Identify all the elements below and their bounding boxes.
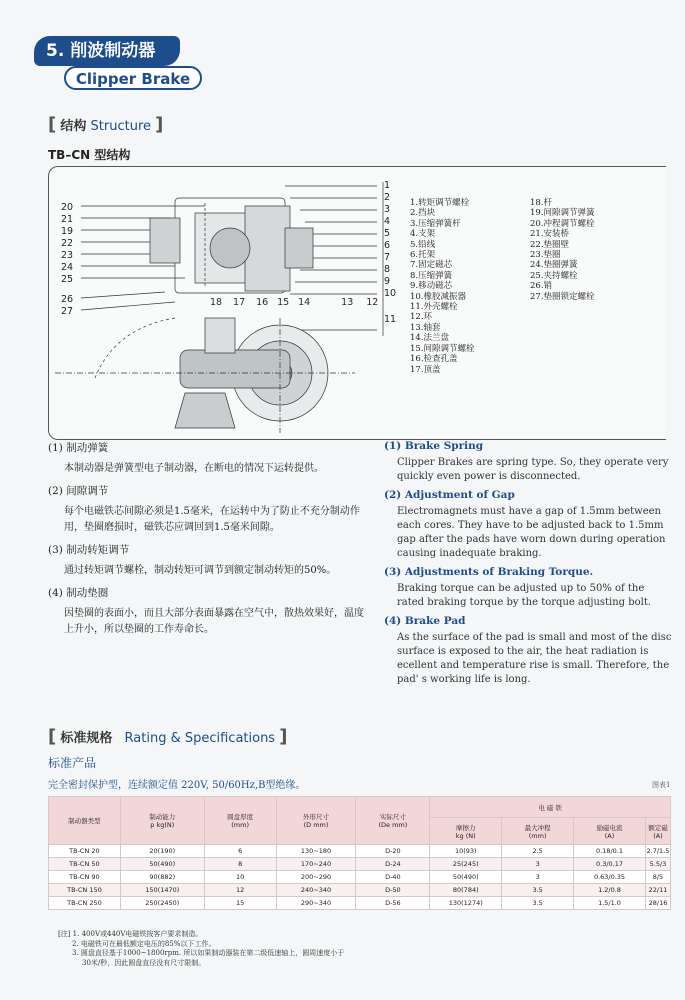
cn-section-body: 本制动器是弹簧型电子制动器，在断电的情况下运转提供。 [64, 463, 324, 474]
en-section-title: (2) Adjustment of Gap [384, 489, 515, 501]
table-cell: 0.3/0.17 [574, 858, 646, 871]
part-item: 12.环 [410, 312, 433, 323]
part-item: 10.橡胶减振器 [410, 291, 467, 302]
part-item: 9.移动磁芯 [410, 281, 453, 292]
structure-heading: [ 结构 Structure ] [48, 114, 164, 135]
table-cell: 130(1274) [430, 897, 502, 910]
structure-heading-en: Structure [90, 119, 152, 134]
cn-description [48, 440, 368, 638]
table-cell: 150(1470) [120, 884, 204, 897]
ratings-description: 完全密封保护型，连续额定值 220V, 50/60Hz,B型绝缘。 [48, 780, 306, 791]
structure-heading-cn: 结构 [60, 119, 87, 134]
right-callouts [384, 180, 396, 326]
table-cell: 10 [204, 871, 276, 884]
header-type: 制动器类型 [49, 797, 121, 845]
parts-list-col1 [410, 198, 525, 375]
header-electromagnet: 电 磁 铁 [430, 797, 671, 818]
callout-label: 21 [61, 214, 74, 225]
part-item: 22.垫圈壁 [530, 239, 570, 250]
en-section-body: Clipper Brakes are spring type. So, they operate very quickly even power is disconnected. [397, 457, 669, 482]
table-cell: 15 [204, 897, 276, 910]
table-cell: 3 [502, 871, 574, 884]
table-row [49, 871, 671, 884]
part-item: 7.固定磁芯 [410, 260, 453, 271]
standard-products-title: 标准产品 [48, 756, 97, 770]
callout-label: 17 [233, 297, 246, 308]
cn-section-body: 每个电磁铁芯间隙必须是1.5毫米，在运转中为了防止不充分制动作用，垫圈磨损时，磁铁芯应调回到1.5毫米间隙。 [64, 506, 360, 533]
en-section-title: (1) Brake Spring [384, 440, 484, 452]
table-cell: D-20 [356, 845, 430, 858]
callout-label: 10 [384, 288, 397, 299]
header-capacity: 制动能力 p kg(N) [120, 797, 204, 845]
table-cell: 50(490) [120, 858, 204, 871]
part-item: 1.转矩调节螺栓 [410, 198, 470, 208]
table-row [49, 884, 671, 897]
table-cell: D-24 [356, 858, 430, 871]
en-section-body: As the surface of the pad is small and most of the disc surface is exposed to the air, the heat radiation is ecellent and temperature rise is small. Therefore, the pad' s working life is long. [397, 632, 672, 685]
table-row [49, 897, 671, 910]
en-section-title: (4) Brake Pad [384, 615, 466, 627]
table-cell: 1.2/0.8 [574, 884, 646, 897]
spec-table [48, 796, 671, 910]
callout-label: 25 [61, 274, 74, 285]
en-section-body: Electromagnets must have a gap of 1.5mm between each cores. They have to be adjusted back to 1.5mm gap after the pads have worn down during operation causing inadequate braking. [397, 506, 666, 559]
section-number-title: 5. 削波制动器 [34, 36, 180, 66]
part-item: 20.冲程调节螺栓 [530, 218, 595, 229]
part-item: 16.检查孔盖 [410, 354, 458, 365]
header-outer-size: 外形尺寸 (D mm) [276, 797, 356, 845]
header-friction: 摩擦力 kg (N) [430, 818, 502, 845]
table-cell: TB-CN 90 [49, 871, 121, 884]
en-section-body: Braking torque can be adjusted up to 50% of the rated braking torque by the torque adjusting bolt. [397, 583, 652, 608]
cn-section-title: (1) 制动弹簧 [48, 442, 109, 454]
table-cell: 2.7/1.5 [645, 845, 670, 858]
callout-label: 11 [384, 314, 397, 325]
callout-label: 9 [384, 276, 391, 287]
callout-label: 18 [210, 297, 223, 308]
table-cell: 5.5/3 [645, 858, 670, 871]
table-cell: TB-CN 150 [49, 884, 121, 897]
cn-section-body: 因垫圈的表面小，而且大部分表面暴露在空气中，散热效果好，温度上升小，所以垫圈的工作寿命长。 [64, 608, 364, 635]
part-item: 14.法兰盘 [410, 333, 450, 344]
callout-label: 14 [298, 297, 311, 308]
callout-label: 13 [341, 297, 354, 308]
part-item: 21.安装桥 [530, 229, 570, 240]
part-item: 11.外壳螺栓 [410, 302, 458, 313]
table-cell: 8/5 [645, 871, 670, 884]
en-section-title: (3) Adjustments of Braking Torque. [384, 566, 594, 578]
callout-label: 8 [384, 264, 391, 275]
callout-label: 6 [384, 240, 391, 251]
table-reference: 图表1 [652, 781, 671, 789]
header-disc-thickness: 圆盘厚度 (mm) [204, 797, 276, 845]
table-cell: 90(882) [120, 871, 204, 884]
table-cell: 22/11 [645, 884, 670, 897]
header-excitation-current: 励磁电流 (A) [574, 818, 646, 845]
part-item: 23.垫圈 [530, 250, 561, 261]
part-item: 24.垫圈弹簧 [530, 260, 578, 271]
table-cell: 6 [204, 845, 276, 858]
callout-label: 3 [384, 204, 391, 215]
table-cell: 170~240 [276, 858, 356, 871]
callout-label: 4 [384, 216, 391, 227]
callout-label: 24 [61, 262, 74, 273]
parts-list-col2 [530, 198, 655, 302]
callout-label: 16 [256, 297, 269, 308]
part-item: 6.托架 [410, 250, 436, 261]
table-row [49, 845, 671, 858]
callout-label: 1 [384, 180, 391, 191]
table-cell: 0.18/0.1 [574, 845, 646, 858]
cn-section-title: (4) 制动垫圈 [48, 587, 109, 599]
part-item: 26.销 [530, 281, 553, 292]
part-item: 3.压缩弹簧杆 [410, 218, 461, 229]
left-callouts [61, 202, 73, 318]
note-line: [注] 1. 400V或440V电磁铁按客户要求制造。 [58, 930, 203, 938]
callout-label: 7 [384, 252, 391, 263]
table-cell: 2.5 [502, 845, 574, 858]
part-item: 2.挡块 [410, 208, 436, 219]
part-item: 8.压缩弹簧 [410, 270, 453, 281]
part-item: 5.铅线 [410, 239, 436, 250]
table-cell: 8 [204, 858, 276, 871]
en-description [384, 440, 672, 687]
table-cell: 12 [204, 884, 276, 897]
table-cell: D-56 [356, 897, 430, 910]
table-cell: TB-CN 50 [49, 858, 121, 871]
table-row [49, 858, 671, 871]
ratings-heading-cn: 标准规格 [60, 731, 113, 746]
table-cell: 130~180 [276, 845, 356, 858]
table-cell: 10(93) [430, 845, 502, 858]
table-cell: 3 [502, 858, 574, 871]
table-cell: TB-CN 250 [49, 897, 121, 910]
callout-label: 5 [384, 228, 391, 239]
callout-label: 20 [61, 202, 74, 213]
callout-label: 19 [61, 226, 74, 237]
table-cell: 28/16 [645, 897, 670, 910]
part-item: 17.顶盖 [410, 364, 441, 375]
header-rated-magnet: 额定磁 (A) [645, 818, 670, 845]
note-line: 2. 电磁铁可在最低额定电压的85%以下工作。 [72, 939, 216, 948]
table-cell: 20(190) [120, 845, 204, 858]
callout-label: 12 [366, 297, 379, 308]
structure-subheading: TB–CN 型结构 [48, 148, 131, 162]
header-max-stroke: 最大冲程 (mm) [502, 818, 574, 845]
part-item: 4.支架 [410, 229, 436, 240]
callout-label: 2 [384, 192, 391, 203]
table-cell: 3.5 [502, 884, 574, 897]
table-cell: 290~340 [276, 897, 356, 910]
part-item: 25.夹持螺栓 [530, 270, 578, 281]
table-cell: TB-CN 20 [49, 845, 121, 858]
table-cell: 0.63/0.35 [574, 871, 646, 884]
table-cell: 25(245) [430, 858, 502, 871]
part-item: 27.垫圈锁定螺栓 [530, 291, 595, 302]
table-cell: 3.5 [502, 897, 574, 910]
table-cell: 80(784) [430, 884, 502, 897]
cn-section-title: (2) 间隙调节 [48, 485, 109, 497]
bottom-callouts [210, 297, 384, 308]
table-cell: 250(2450) [120, 897, 204, 910]
ratings-heading: [ 标准规格 Rating & Specifications ] [48, 726, 288, 747]
table-cell: 50(490) [430, 871, 502, 884]
callout-label: 23 [61, 250, 74, 261]
table-cell: 240~340 [276, 884, 356, 897]
table-cell: 1.5/1.0 [574, 897, 646, 910]
part-item: 13.轴套 [410, 322, 441, 333]
callout-label: 15 [277, 297, 290, 308]
part-item: 18.杆 [530, 198, 553, 208]
part-item: 15.间隙调节螺栓 [410, 343, 475, 354]
cn-section-body: 通过转矩调节螺栓，制动转矩可调节到额定制动转矩的50%。 [64, 565, 337, 576]
table-cell: D-50 [356, 884, 430, 897]
ratings-heading-en: Rating & Specifications [124, 731, 276, 746]
note-line: 30米/秒，因此圆盘直径没有尺寸限制。 [82, 958, 206, 967]
note-line: 3. 圆盘直径基于1000~1800rpm. 所以如果制动器装在第二级低速轴上，圆周速度小于 [72, 949, 345, 957]
callout-label: 26 [61, 294, 74, 305]
table-notes [58, 930, 578, 968]
section-english-title: Clipper Brake [64, 66, 202, 90]
cn-section-title: (3) 制动转矩调节 [48, 544, 130, 556]
table-cell: 200~290 [276, 871, 356, 884]
header-actual-size: 实际尺寸 (De mm) [356, 797, 430, 845]
callout-label: 22 [61, 238, 74, 249]
callout-label: 27 [61, 306, 74, 317]
table-cell: D-40 [356, 871, 430, 884]
part-item: 19.间隙调节弹簧 [530, 208, 595, 219]
